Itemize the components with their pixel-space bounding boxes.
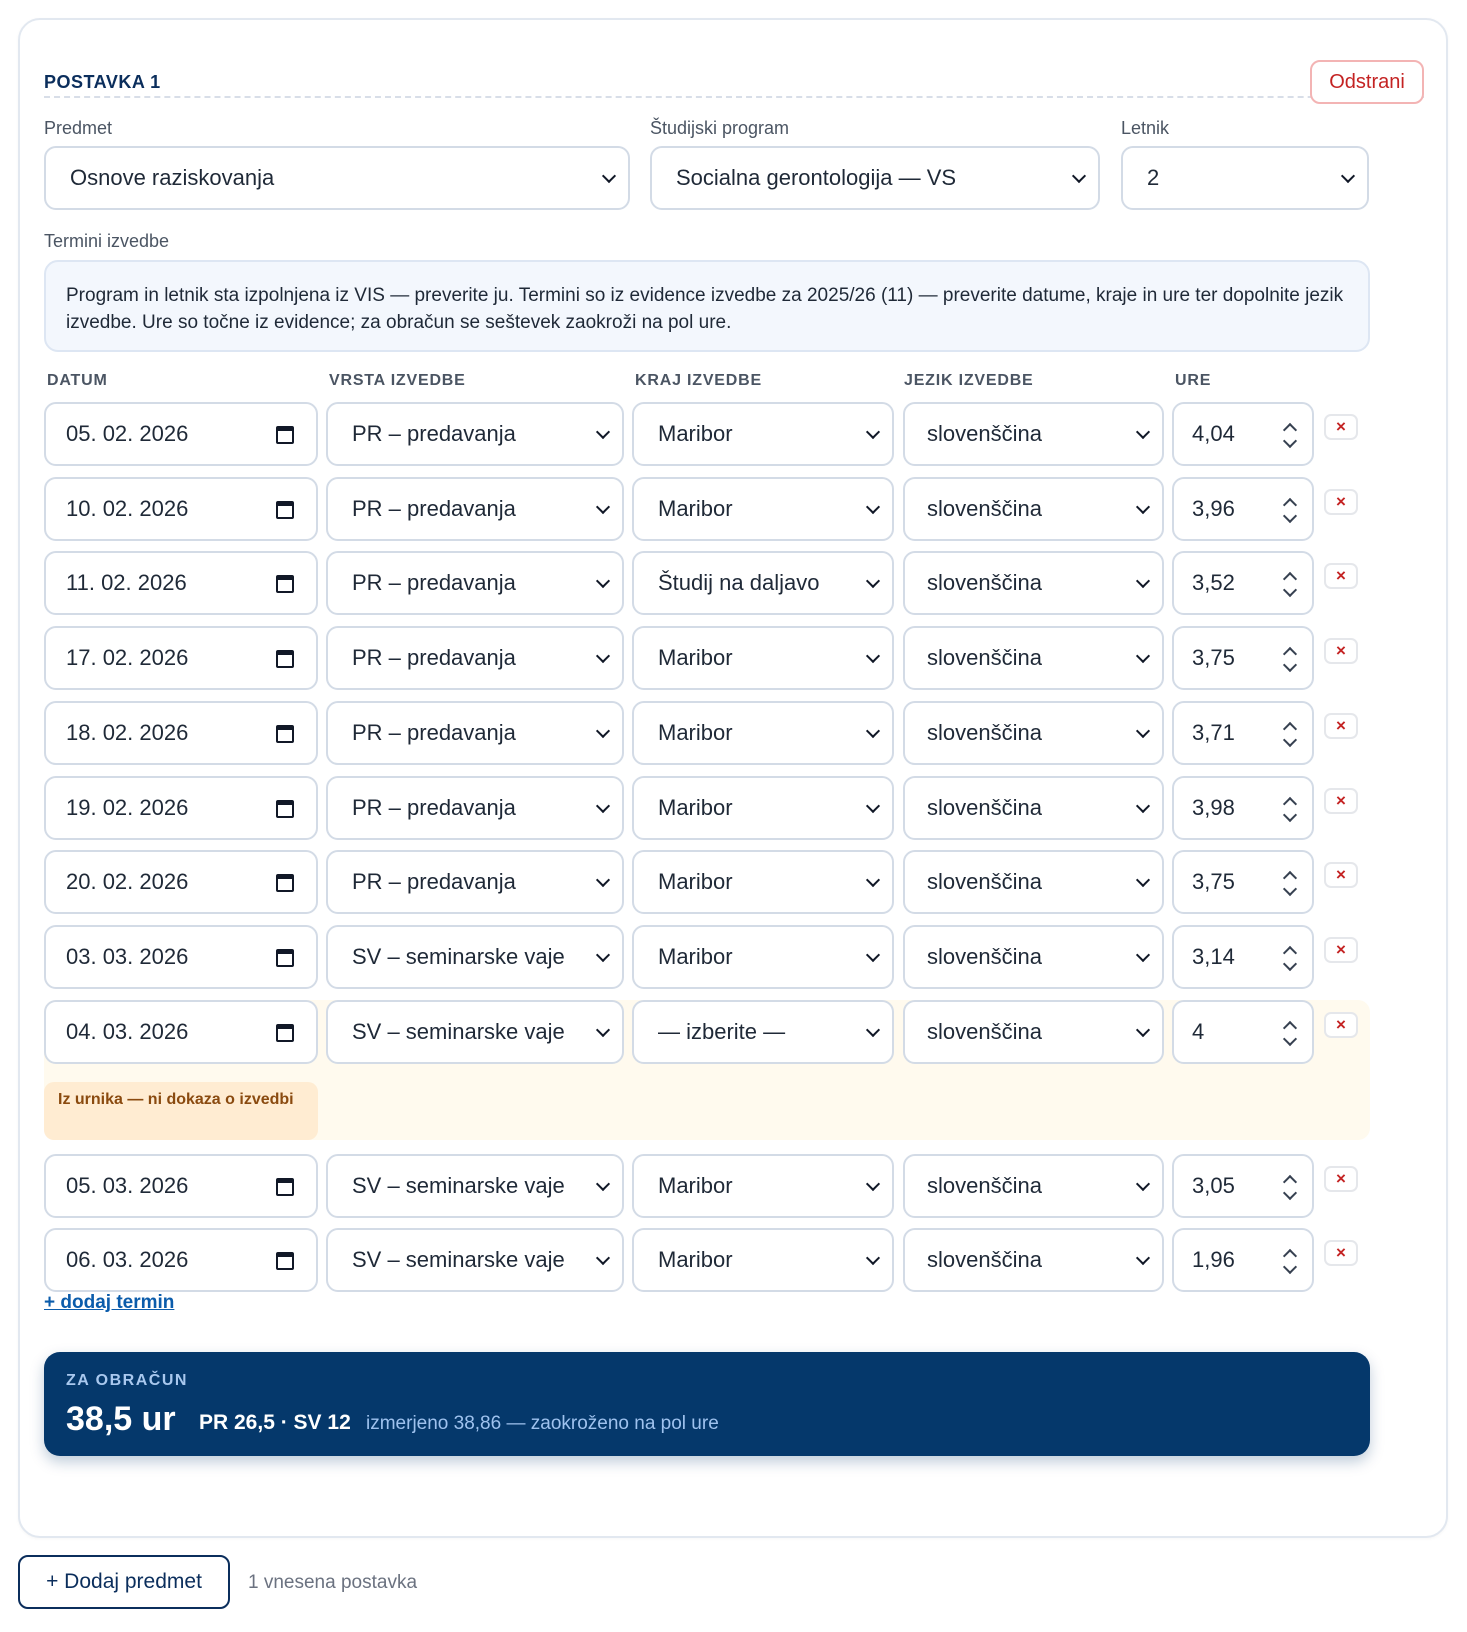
date-input[interactable] bbox=[44, 626, 318, 690]
hours-value: 3,71 bbox=[1192, 720, 1235, 745]
stepper-icon[interactable] bbox=[1282, 571, 1296, 599]
column-header-language: JEZIK IZVEDBE bbox=[904, 372, 1034, 389]
chevron-down-icon bbox=[596, 799, 610, 813]
date-input[interactable] bbox=[44, 1154, 318, 1218]
program-value: Socialna gerontologija — VS bbox=[676, 165, 957, 190]
subject-label: Predmet bbox=[44, 118, 113, 138]
date-value: 20. 02. 2026 bbox=[66, 869, 189, 894]
term-row bbox=[44, 402, 1370, 466]
hours-input[interactable] bbox=[1172, 925, 1314, 989]
chevron-down-icon bbox=[866, 873, 880, 887]
chevron-down-icon bbox=[866, 500, 880, 514]
type-select[interactable] bbox=[326, 925, 624, 989]
chevron-down-icon bbox=[1136, 873, 1150, 887]
date-value: 19. 02. 2026 bbox=[66, 795, 189, 820]
place-select[interactable] bbox=[632, 776, 894, 840]
term-row bbox=[44, 1154, 1370, 1218]
remove-term-button[interactable]: × bbox=[1324, 638, 1358, 664]
program-select[interactable] bbox=[650, 146, 1100, 210]
type-value: PR – predavanja bbox=[352, 570, 516, 595]
place-value: Maribor bbox=[658, 1247, 733, 1272]
term-row bbox=[44, 776, 1370, 840]
date-value: 10. 02. 2026 bbox=[66, 496, 189, 521]
hours-value: 3,52 bbox=[1192, 570, 1235, 595]
language-select[interactable] bbox=[903, 477, 1164, 541]
language-select[interactable] bbox=[903, 925, 1164, 989]
type-select[interactable] bbox=[326, 626, 624, 690]
hours-input[interactable] bbox=[1172, 701, 1314, 765]
place-select[interactable] bbox=[632, 1154, 894, 1218]
place-select[interactable] bbox=[632, 477, 894, 541]
hours-input[interactable] bbox=[1172, 850, 1314, 914]
type-value: PR – predavanja bbox=[352, 869, 516, 894]
place-select[interactable] bbox=[632, 701, 894, 765]
place-select[interactable] bbox=[632, 1000, 894, 1064]
date-input[interactable] bbox=[44, 402, 318, 466]
stepper-icon[interactable] bbox=[1282, 497, 1296, 525]
summary-note: izmerjeno 38,86 — zaokroženo na pol ure bbox=[366, 1413, 719, 1434]
chevron-down-icon bbox=[1136, 1023, 1150, 1037]
term-row bbox=[44, 925, 1370, 989]
chevron-down-icon bbox=[866, 425, 880, 439]
hours-input[interactable] bbox=[1172, 551, 1314, 615]
remove-term-button[interactable]: × bbox=[1324, 1240, 1358, 1266]
year-label: Letnik bbox=[1121, 118, 1170, 138]
remove-item-button[interactable]: Odstrani bbox=[1310, 60, 1424, 104]
chevron-down-icon bbox=[1136, 799, 1150, 813]
program-label: Študijski program bbox=[650, 118, 790, 138]
language-value: slovenščina bbox=[927, 1019, 1042, 1044]
place-select[interactable] bbox=[632, 626, 894, 690]
column-header-hours: URE bbox=[1175, 372, 1212, 389]
hours-value: 3,05 bbox=[1192, 1173, 1235, 1198]
language-select[interactable] bbox=[903, 551, 1164, 615]
language-value: slovenščina bbox=[927, 795, 1042, 820]
type-value: PR – predavanja bbox=[352, 496, 516, 521]
remove-term-button[interactable]: × bbox=[1324, 489, 1358, 515]
date-input[interactable] bbox=[44, 850, 318, 914]
calendar-icon[interactable] bbox=[276, 575, 294, 593]
stepper-icon[interactable] bbox=[1282, 721, 1296, 749]
type-value: SV – seminarske vaje bbox=[352, 944, 565, 969]
term-row bbox=[44, 1228, 1370, 1292]
type-value: PR – predavanja bbox=[352, 421, 516, 446]
date-input[interactable] bbox=[44, 701, 318, 765]
language-select[interactable] bbox=[903, 626, 1164, 690]
chevron-down-icon bbox=[866, 1251, 880, 1265]
terms-label: Termini izvedbe bbox=[44, 231, 170, 251]
column-header-place: KRAJ IZVEDBE bbox=[635, 372, 762, 389]
date-value: 04. 03. 2026 bbox=[66, 1019, 189, 1044]
language-select[interactable] bbox=[903, 1000, 1164, 1064]
place-value: Maribor bbox=[658, 496, 733, 521]
language-value: slovenščina bbox=[927, 570, 1042, 595]
chevron-down-icon bbox=[602, 169, 616, 183]
hours-value: 1,96 bbox=[1192, 1247, 1235, 1272]
chevron-down-icon bbox=[1136, 649, 1150, 663]
term-row bbox=[44, 551, 1370, 615]
warning-badge: Iz urnika — ni dokaza o izvedbi bbox=[44, 1082, 318, 1140]
type-value: SV – seminarske vaje bbox=[352, 1173, 565, 1198]
calendar-icon[interactable] bbox=[276, 949, 294, 967]
chevron-down-icon bbox=[866, 1177, 880, 1191]
language-value: slovenščina bbox=[927, 1173, 1042, 1198]
place-select[interactable] bbox=[632, 925, 894, 989]
calendar-icon[interactable] bbox=[276, 426, 294, 444]
year-value: 2 bbox=[1147, 165, 1160, 190]
place-value: Maribor bbox=[658, 795, 733, 820]
year-select[interactable] bbox=[1121, 146, 1369, 210]
chevron-down-icon bbox=[596, 649, 610, 663]
card-title: POSTAVKA 1 bbox=[44, 72, 161, 92]
add-term-link[interactable]: + dodaj termin bbox=[44, 1292, 175, 1313]
language-value: slovenščina bbox=[927, 645, 1042, 670]
hours-value: 3,75 bbox=[1192, 869, 1235, 894]
chevron-down-icon bbox=[596, 873, 610, 887]
hours-value: 3,14 bbox=[1192, 944, 1235, 969]
calendar-icon[interactable] bbox=[276, 1024, 294, 1042]
date-value: 17. 02. 2026 bbox=[66, 645, 189, 670]
place-value: Maribor bbox=[658, 720, 733, 745]
calendar-icon[interactable] bbox=[276, 874, 294, 892]
hours-value: 3,75 bbox=[1192, 645, 1235, 670]
stepper-icon[interactable] bbox=[1282, 1248, 1296, 1276]
hours-value: 4 bbox=[1192, 1019, 1205, 1044]
calendar-icon[interactable] bbox=[276, 501, 294, 519]
summary-label: ZA OBRAČUN bbox=[66, 1372, 188, 1389]
stepper-icon[interactable] bbox=[1282, 646, 1296, 674]
place-select[interactable] bbox=[632, 402, 894, 466]
date-value: 03. 03. 2026 bbox=[66, 944, 189, 969]
chevron-down-icon bbox=[866, 574, 880, 588]
hours-input[interactable] bbox=[1172, 477, 1314, 541]
type-select[interactable] bbox=[326, 776, 624, 840]
place-value: Maribor bbox=[658, 645, 733, 670]
summary-panel bbox=[44, 1352, 1370, 1456]
language-value: slovenščina bbox=[927, 944, 1042, 969]
type-select[interactable] bbox=[326, 477, 624, 541]
summary-total: 38,5 ur bbox=[66, 1400, 176, 1438]
chevron-down-icon bbox=[1136, 724, 1150, 738]
type-value: SV – seminarske vaje bbox=[352, 1247, 565, 1272]
chevron-down-icon bbox=[1341, 169, 1355, 183]
chevron-down-icon bbox=[596, 1251, 610, 1265]
remove-term-button[interactable]: × bbox=[1324, 1166, 1358, 1192]
calendar-icon[interactable] bbox=[276, 725, 294, 743]
chevron-down-icon bbox=[1136, 948, 1150, 962]
date-value: 05. 03. 2026 bbox=[66, 1173, 189, 1198]
type-select[interactable] bbox=[326, 850, 624, 914]
chevron-down-icon bbox=[866, 724, 880, 738]
chevron-down-icon bbox=[866, 1023, 880, 1037]
hours-input[interactable] bbox=[1172, 402, 1314, 466]
type-select[interactable] bbox=[326, 402, 624, 466]
card-header bbox=[44, 42, 1424, 98]
place-select[interactable] bbox=[632, 1228, 894, 1292]
column-header-type: VRSTA IZVEDBE bbox=[329, 372, 466, 389]
place-value: Maribor bbox=[658, 869, 733, 894]
place-value: Maribor bbox=[658, 944, 733, 969]
chevron-down-icon bbox=[596, 1177, 610, 1191]
hours-input[interactable] bbox=[1172, 776, 1314, 840]
remove-term-button[interactable]: × bbox=[1324, 1012, 1358, 1038]
remove-term-button[interactable]: × bbox=[1324, 788, 1358, 814]
place-select[interactable] bbox=[632, 850, 894, 914]
place-value: Maribor bbox=[658, 1173, 733, 1198]
remove-term-button[interactable]: × bbox=[1324, 563, 1358, 589]
stepper-icon[interactable] bbox=[1282, 945, 1296, 973]
language-select[interactable] bbox=[903, 1228, 1164, 1292]
date-input[interactable] bbox=[44, 776, 318, 840]
term-row bbox=[44, 1000, 1370, 1140]
column-header-date: DATUM bbox=[47, 372, 108, 389]
term-row bbox=[44, 701, 1370, 765]
language-value: slovenščina bbox=[927, 720, 1042, 745]
type-select[interactable] bbox=[326, 1154, 624, 1218]
type-value: SV – seminarske vaje bbox=[352, 1019, 565, 1044]
place-value: Študij na daljavo bbox=[658, 570, 820, 595]
language-value: slovenščina bbox=[927, 1247, 1042, 1272]
type-select[interactable] bbox=[326, 701, 624, 765]
place-value: — izberite — bbox=[658, 1019, 786, 1044]
calendar-icon[interactable] bbox=[276, 650, 294, 668]
type-select[interactable] bbox=[326, 1000, 624, 1064]
stepper-icon[interactable] bbox=[1282, 796, 1296, 824]
stepper-icon[interactable] bbox=[1282, 422, 1296, 450]
chevron-down-icon bbox=[1136, 1251, 1150, 1265]
info-notice: Program in letnik sta izpolnjena iz VIS — preverite ju. Termini so iz evidence izvedbe za 2025/26 (11) — preverite datume, kraje in ure ter dopolnite jezik izvedbe. Ure so točne iz evidence; za obračun se seštevek zaokroži na pol ure. bbox=[44, 260, 1370, 352]
add-subject-button[interactable]: + Dodaj predmet bbox=[18, 1555, 230, 1609]
date-value: 18. 02. 2026 bbox=[66, 720, 189, 745]
chevron-down-icon bbox=[596, 425, 610, 439]
stepper-icon[interactable] bbox=[1282, 870, 1296, 898]
language-value: slovenščina bbox=[927, 496, 1042, 521]
hours-input[interactable] bbox=[1172, 1154, 1314, 1218]
chevron-down-icon bbox=[596, 574, 610, 588]
date-input[interactable] bbox=[44, 551, 318, 615]
type-select[interactable] bbox=[326, 551, 624, 615]
subject-select[interactable] bbox=[44, 146, 630, 210]
remove-term-button[interactable]: × bbox=[1324, 414, 1358, 440]
date-input[interactable] bbox=[44, 925, 318, 989]
chevron-down-icon bbox=[866, 799, 880, 813]
chevron-down-icon bbox=[1136, 1177, 1150, 1191]
stepper-icon[interactable] bbox=[1282, 1174, 1296, 1202]
chevron-down-icon bbox=[596, 724, 610, 738]
language-value: slovenščina bbox=[927, 421, 1042, 446]
hours-input[interactable] bbox=[1172, 1000, 1314, 1064]
language-select[interactable] bbox=[903, 402, 1164, 466]
hours-input[interactable] bbox=[1172, 626, 1314, 690]
remove-term-button[interactable]: × bbox=[1324, 862, 1358, 888]
calendar-icon[interactable] bbox=[276, 800, 294, 818]
chevron-down-icon bbox=[866, 948, 880, 962]
language-select[interactable] bbox=[903, 701, 1164, 765]
remove-term-button[interactable]: × bbox=[1324, 713, 1358, 739]
type-select[interactable] bbox=[326, 1228, 624, 1292]
calendar-icon[interactable] bbox=[276, 1178, 294, 1196]
term-row bbox=[44, 626, 1370, 690]
place-select[interactable] bbox=[632, 551, 894, 615]
type-value: PR – predavanja bbox=[352, 720, 516, 745]
chevron-down-icon bbox=[1136, 574, 1150, 588]
hours-input[interactable] bbox=[1172, 1228, 1314, 1292]
language-select[interactable] bbox=[903, 1154, 1164, 1218]
date-input[interactable] bbox=[44, 477, 318, 541]
place-value: Maribor bbox=[658, 421, 733, 446]
item-card bbox=[18, 18, 1448, 1538]
type-value: PR – predavanja bbox=[352, 645, 516, 670]
subject-value: Osnove raziskovanja bbox=[70, 165, 275, 190]
chevron-down-icon bbox=[596, 500, 610, 514]
chevron-down-icon bbox=[1136, 500, 1150, 514]
date-input[interactable] bbox=[44, 1000, 318, 1064]
chevron-down-icon bbox=[866, 649, 880, 663]
chevron-down-icon bbox=[1072, 169, 1086, 183]
term-row bbox=[44, 477, 1370, 541]
type-value: PR – predavanja bbox=[352, 795, 516, 820]
calendar-icon[interactable] bbox=[276, 1252, 294, 1270]
hours-value: 4,04 bbox=[1192, 421, 1235, 446]
remove-term-button[interactable]: × bbox=[1324, 937, 1358, 963]
chevron-down-icon bbox=[596, 948, 610, 962]
hours-value: 3,96 bbox=[1192, 496, 1235, 521]
summary-split: PR 26,5 · SV 12 bbox=[199, 1411, 351, 1434]
date-value: 06. 03. 2026 bbox=[66, 1247, 189, 1272]
chevron-down-icon bbox=[596, 1023, 610, 1037]
language-value: slovenščina bbox=[927, 869, 1042, 894]
date-value: 05. 02. 2026 bbox=[66, 421, 189, 446]
language-select[interactable] bbox=[903, 776, 1164, 840]
date-value: 11. 02. 2026 bbox=[66, 570, 187, 595]
date-input[interactable] bbox=[44, 1228, 318, 1292]
item-count: 1 vnesena postavka bbox=[248, 1572, 418, 1593]
chevron-down-icon bbox=[1136, 425, 1150, 439]
language-select[interactable] bbox=[903, 850, 1164, 914]
stepper-icon[interactable] bbox=[1282, 1020, 1296, 1048]
hours-value: 3,98 bbox=[1192, 795, 1235, 820]
term-row bbox=[44, 850, 1370, 914]
